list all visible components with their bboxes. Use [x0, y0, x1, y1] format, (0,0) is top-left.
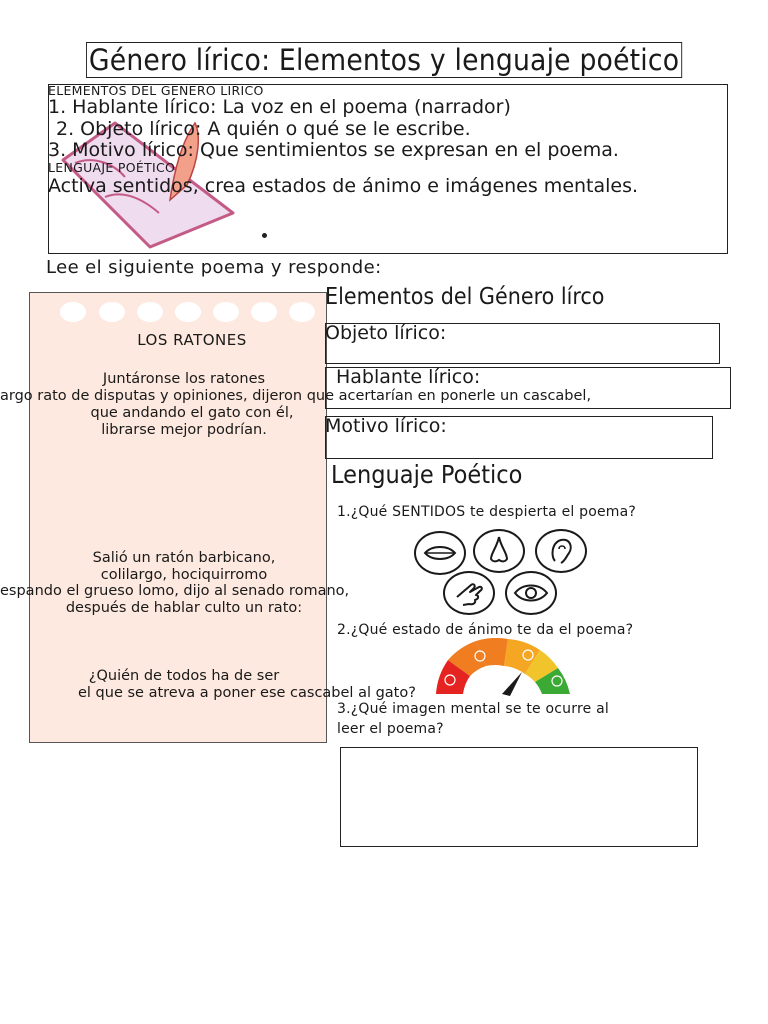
binder-hole — [213, 302, 239, 322]
hand-icon[interactable] — [443, 571, 495, 615]
question-3-line1: 3.¿Qué imagen mental se te ocurre al — [337, 701, 609, 717]
objeto-label: Objeto lírico: — [325, 322, 447, 344]
info-item-1: 1. Hablante lírico: La voz en el poema (narrador) — [48, 96, 511, 118]
question-3-line2: leer el poema? — [337, 721, 444, 737]
elements-heading: ELEMENTOS DEL GENERO LIRICO — [48, 83, 264, 98]
language-heading: LENGUAJE POÉTICO — [48, 160, 176, 175]
motivo-label: Motivo lírico: — [325, 415, 447, 437]
dot-mark — [262, 233, 267, 238]
mouth-icon[interactable] — [414, 531, 466, 575]
poem-line: espando el grueso lomo, dijo al senado romano, — [0, 583, 350, 599]
eye-icon[interactable] — [505, 571, 557, 615]
hablante-label: Hablante lírico: — [336, 366, 481, 388]
poem-line: el que se atreva a poner ese cascabel al gato? — [78, 685, 416, 701]
binder-hole — [60, 302, 86, 322]
lenguaje-heading: Lenguaje Poético — [331, 460, 523, 489]
instruction-text: Lee el siguiente poema y responde: — [46, 257, 382, 278]
page-title: Género lírico: Elementos y lenguaje poético — [86, 42, 682, 78]
poem-line: Salió un ratón barbicano, — [92, 550, 276, 566]
poem-line: que andando el gato con él, — [90, 405, 294, 421]
question-2: 2.¿Qué estado de ánimo te da el poema? — [337, 622, 634, 638]
binder-hole — [289, 302, 315, 322]
info-item-2: 2. Objeto lírico: A quién o qué se le escribe. — [56, 118, 471, 140]
binder-hole — [137, 302, 163, 322]
poem-title: LOS RATONES — [137, 331, 247, 349]
nose-icon[interactable] — [473, 529, 525, 573]
mood-gauge[interactable] — [430, 638, 576, 696]
binder-hole — [175, 302, 201, 322]
poem-line: ¿Quién de todos ha de ser — [88, 668, 280, 684]
ear-icon[interactable] — [535, 529, 587, 573]
elements-section-heading: Elementos del Género lírco — [325, 284, 605, 310]
binder-hole — [99, 302, 125, 322]
info-item-3: 3. Motivo lírico: Que sentimientos se expresan en el poema. — [48, 139, 619, 161]
poem-line: librarse mejor podrían. — [101, 422, 267, 438]
mental-image-answer-box[interactable] — [340, 747, 698, 847]
poem-line: Juntáronse los ratones — [102, 371, 266, 387]
poem-line: argo rato de disputas y opiniones, dijeron que acertarían en ponerle un cascabel, — [0, 388, 592, 404]
question-1: 1.¿Qué SENTIDOS te despierta el poema? — [337, 504, 637, 520]
poem-line: después de hablar culto un rato: — [65, 600, 303, 616]
language-text: Activa sentidos, crea estados de ánimo e imágenes mentales. — [48, 175, 639, 197]
poem-line: colilargo, hociquirromo — [100, 567, 268, 583]
binder-hole — [251, 302, 277, 322]
